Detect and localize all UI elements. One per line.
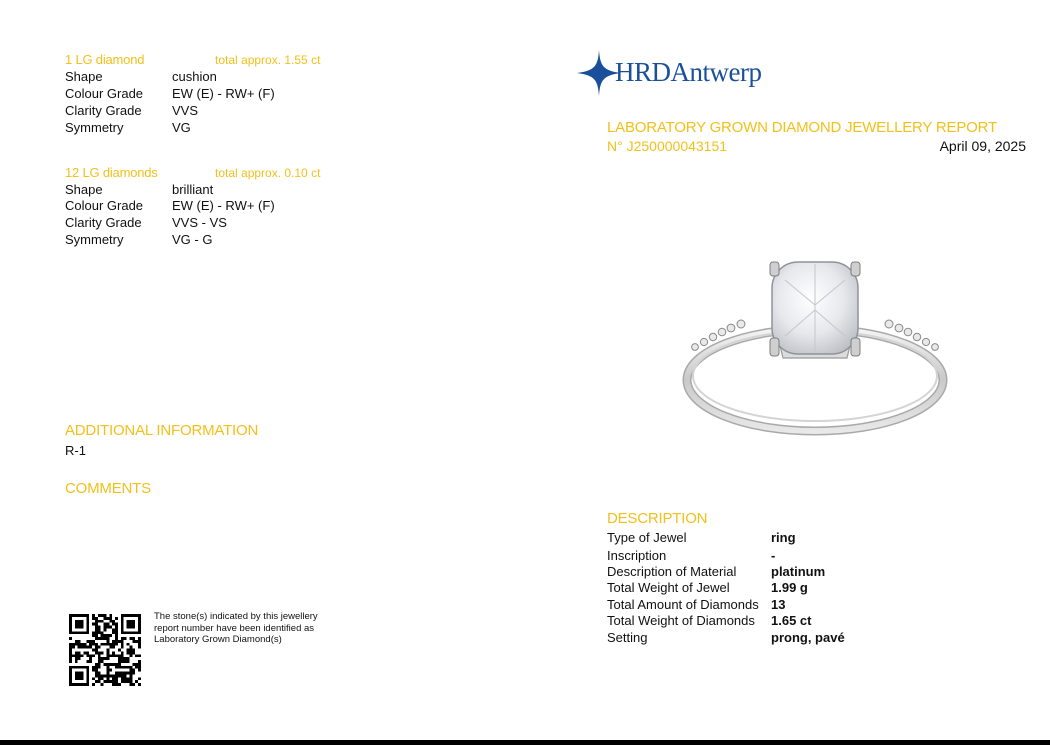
description-row bbox=[607, 597, 1007, 614]
spec-value: VG bbox=[172, 120, 191, 135]
comments-heading: COMMENTS bbox=[65, 480, 151, 497]
group-total: total approx. 1.55 ct bbox=[215, 53, 321, 67]
description-table bbox=[607, 530, 987, 650]
lg-diamond-group-1 bbox=[65, 52, 385, 142]
spec-value: EW (E) - RW+ (F) bbox=[172, 86, 275, 101]
description-label: Total Weight of Diamonds bbox=[607, 613, 755, 628]
group-total: total approx. 0.10 ct bbox=[215, 166, 321, 180]
description-value: platinum bbox=[771, 564, 826, 579]
description-row bbox=[607, 530, 1007, 547]
spec-label: Colour Grade bbox=[65, 198, 144, 213]
disclaimer-line: The stone(s) indicated by this jewellery bbox=[154, 611, 318, 622]
spec-row bbox=[65, 198, 465, 215]
description-row bbox=[607, 580, 1007, 597]
spec-label: Clarity Grade bbox=[65, 215, 142, 230]
spec-value: VG - G bbox=[172, 232, 213, 247]
spec-row bbox=[65, 86, 465, 103]
ring-image bbox=[675, 250, 955, 440]
spec-label: Shape bbox=[65, 182, 103, 197]
description-row bbox=[607, 630, 1007, 647]
spec-row bbox=[65, 120, 465, 137]
description-value: 13 bbox=[771, 597, 786, 612]
additional-information-heading: ADDITIONAL INFORMATION bbox=[65, 422, 259, 439]
description-label: Total Weight of Jewel bbox=[607, 580, 730, 595]
report-date: April 09, 2025 bbox=[939, 138, 1026, 154]
description-value: 1.65 ct bbox=[771, 613, 812, 628]
spec-label: Symmetry bbox=[65, 232, 124, 247]
logo-text-antwerp: Antwerp bbox=[670, 57, 762, 87]
description-row bbox=[607, 613, 1007, 630]
description-value: - bbox=[771, 548, 776, 563]
spec-value: brilliant bbox=[172, 182, 214, 197]
spec-label: Clarity Grade bbox=[65, 103, 142, 118]
spec-label: Symmetry bbox=[65, 120, 124, 135]
spec-row bbox=[65, 215, 465, 232]
disclaimer-line: Laboratory Grown Diamond(s) bbox=[154, 634, 282, 645]
description-value: prong, pavé bbox=[771, 630, 845, 645]
description-label: Type of Jewel bbox=[607, 530, 687, 545]
description-value: 1.99 g bbox=[771, 580, 808, 595]
description-label: Setting bbox=[607, 630, 648, 645]
disclaimer-line: report number have been identified as bbox=[154, 622, 315, 634]
additional-information-value: R-1 bbox=[65, 443, 86, 458]
spec-label: Colour Grade bbox=[65, 86, 144, 101]
description-value: ring bbox=[771, 530, 796, 545]
logo-text-hrd: HRD bbox=[615, 57, 671, 87]
report-title: LABORATORY GROWN DIAMOND JEWELLERY REPORT bbox=[607, 119, 997, 136]
spec-row bbox=[65, 103, 465, 120]
spec-row bbox=[65, 69, 465, 86]
report-number: N° J250000043151 bbox=[607, 138, 728, 154]
description-label: Total Amount of Diamonds bbox=[607, 597, 759, 612]
description-label: Inscription bbox=[607, 548, 667, 563]
spec-value: VVS bbox=[172, 103, 199, 118]
bottom-border bbox=[0, 740, 1050, 745]
description-row bbox=[607, 548, 1007, 565]
spec-value: cushion bbox=[172, 69, 217, 84]
group-title: 12 LG diamonds bbox=[65, 165, 158, 180]
spec-row bbox=[65, 182, 465, 199]
disclaimer-text bbox=[154, 611, 318, 646]
spec-row bbox=[65, 232, 465, 249]
spec-value: VVS - VS bbox=[172, 215, 227, 230]
spec-label: Shape bbox=[65, 69, 103, 84]
spec-value: EW (E) - RW+ (F) bbox=[172, 198, 275, 213]
description-row bbox=[607, 564, 1007, 581]
qr-code-icon bbox=[69, 614, 141, 686]
description-heading: DESCRIPTION bbox=[607, 510, 708, 527]
lg-diamond-group-2 bbox=[65, 165, 385, 255]
description-label: Description of Material bbox=[607, 564, 737, 579]
group-title: 1 LG diamond bbox=[65, 52, 145, 67]
hrd-antwerp-logo bbox=[577, 50, 817, 98]
